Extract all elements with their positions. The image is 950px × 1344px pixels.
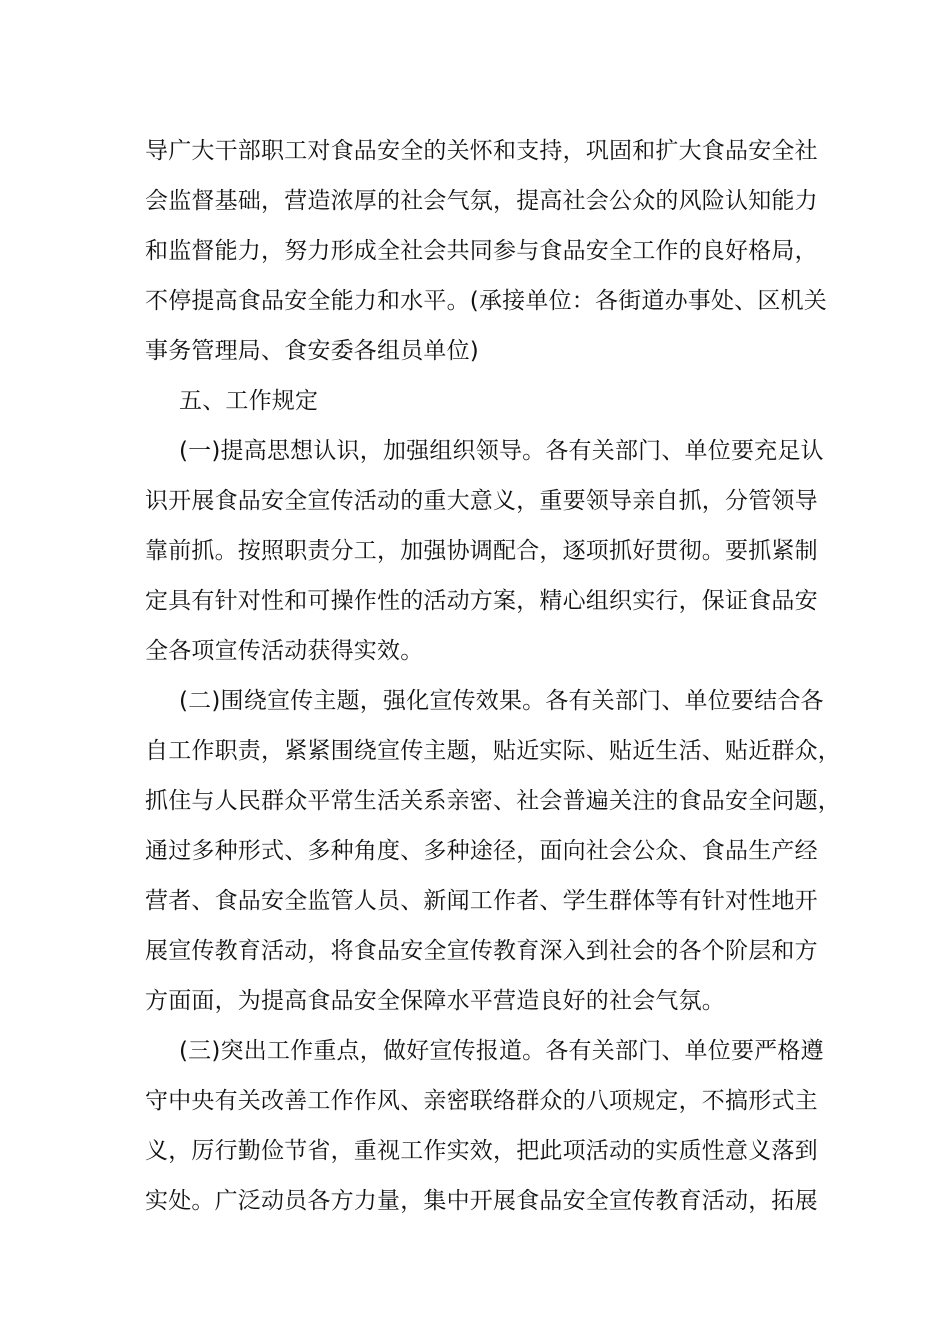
- text-line: 会监督基础，营造浓厚的社会气氛，提高社会公众的风险认知能力: [145, 188, 818, 214]
- text-line: 通过多种形式、多种角度、多种途径，面向社会公众、食品生产经: [145, 838, 818, 864]
- text-line: 义，厉行勤俭节省，重视工作实效，把此项活动的实质性意义落到: [145, 1138, 818, 1164]
- paragraph-4: [145, 1026, 824, 1226]
- text-line: 展宣传教育活动，将食品安全宣传教育深入到社会的各个阶层和方: [145, 938, 818, 964]
- text-line: 抓住与人民群众平常生活关系亲密、社会普遍关注的食品安全问题，: [145, 788, 841, 814]
- text-line: 识开展食品安全宣传活动的重大意义，重要领导亲自抓，分管领导: [145, 488, 818, 514]
- text-line: 靠前抓。按照职责分工，加强协调配合，逐项抓好贯彻。要抓紧制: [145, 538, 818, 564]
- text-line: 守中央有关改善工作作风、亲密联络群众的八项规定，不搞形式主: [145, 1088, 818, 1114]
- text-line: 导广大干部职工对食品安全的关怀和支持，巩固和扩大食品安全社: [145, 138, 818, 164]
- text-line: 定具有针对性和可操作性的活动方案，精心组织实行，保证食品安: [145, 588, 818, 614]
- text-line: 事务管理局、食安委各组员单位): [145, 338, 479, 364]
- text-line: 不停提高食品安全能力和水平。(承接单位：各街道办事处、区机关: [145, 288, 827, 314]
- text-line: 和监督能力，努力形成全社会共同参与食品安全工作的良好格局，: [145, 238, 818, 264]
- text-line: 自工作职责，紧紧围绕宣传主题，贴近实际、贴近生活、贴近群众，: [145, 738, 841, 764]
- text-line: 营者、食品安全监管人员、新闻工作者、学生群体等有针对性地开: [145, 888, 818, 914]
- paragraph-3: [145, 676, 841, 1026]
- document-body: [145, 126, 841, 1226]
- section-heading: 五、工作规定: [179, 388, 319, 414]
- section-heading-block: [145, 376, 820, 426]
- paragraph-2: [145, 426, 824, 676]
- paragraph-1: [145, 126, 827, 376]
- text-line: 实处。广泛动员各方力量，集中开展食品安全宣传教育活动，拓展: [145, 1188, 818, 1214]
- text-line: (三)突出工作重点，做好宣传报道。各有关部门、单位要严格遵: [179, 1038, 824, 1064]
- text-line: 全各项宣传活动获得实效。: [145, 638, 424, 664]
- text-line: (二)围绕宣传主题，强化宣传效果。各有关部门、单位要结合各: [179, 688, 824, 714]
- text-line: (一)提高思想认识，加强组织领导。各有关部门、单位要充足认: [179, 438, 824, 464]
- text-line: 方面面，为提高食品安全保障水平营造良好的社会气氛。: [145, 988, 725, 1014]
